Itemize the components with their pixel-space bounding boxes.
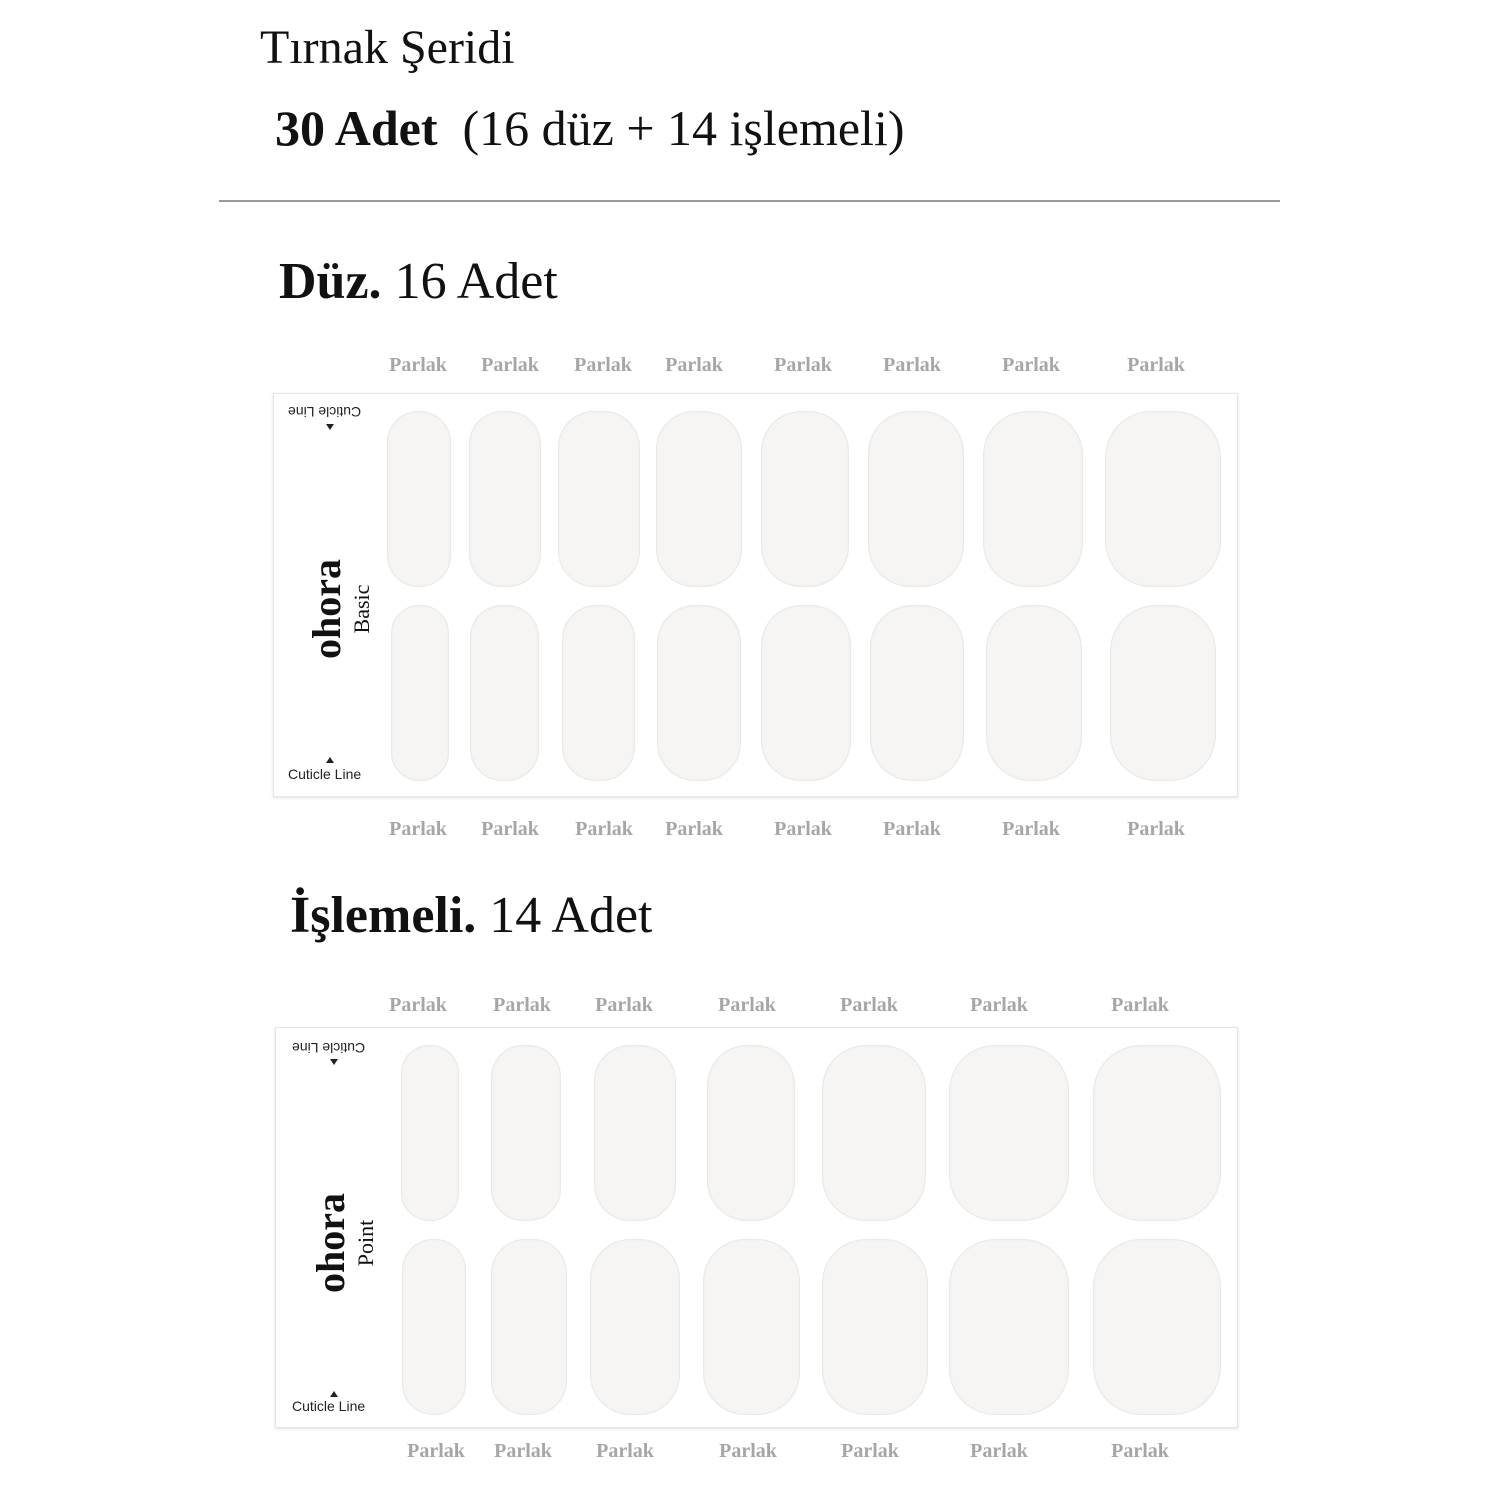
finish-label: Parlak	[481, 354, 539, 376]
finish-label: Parlak	[407, 1440, 465, 1462]
brand-name: ohora	[304, 559, 349, 659]
finish-label: Parlak	[1002, 818, 1060, 840]
nail-strip	[656, 411, 742, 587]
basic-nail-sheet	[273, 393, 1238, 797]
finish-label: Parlak	[494, 1440, 552, 1462]
cuticle-arrow-up-icon	[326, 757, 334, 763]
nail-strip	[387, 411, 451, 587]
brand-logo	[305, 539, 375, 679]
nail-strip	[391, 605, 449, 781]
total-count	[275, 98, 905, 158]
finish-label: Parlak	[1127, 818, 1185, 840]
nail-strip	[761, 411, 849, 587]
finish-label: Parlak	[595, 994, 653, 1016]
basic-heading-count: 16 Adet	[381, 253, 558, 310]
nail-strip	[949, 1045, 1069, 1221]
finish-label: Parlak	[774, 354, 832, 376]
cuticle-line-label-top: Cuticle Line	[292, 1040, 366, 1056]
finish-label: Parlak	[970, 1440, 1028, 1462]
finish-label: Parlak	[719, 1440, 777, 1462]
nail-strip	[983, 411, 1083, 587]
cuticle-line-label-bottom: Cuticle Line	[292, 1398, 366, 1414]
nail-strip	[562, 605, 635, 781]
cuticle-line-label-top: Cuticle Line	[288, 404, 362, 420]
nail-strip	[707, 1045, 795, 1221]
finish-label: Parlak	[1127, 354, 1185, 376]
finish-label: Parlak	[596, 1440, 654, 1462]
nail-strip	[469, 411, 541, 587]
nail-strip	[590, 1239, 680, 1415]
basic-section-heading	[279, 252, 558, 312]
nail-strip	[1093, 1239, 1221, 1415]
nail-strip	[949, 1239, 1069, 1415]
finish-label: Parlak	[774, 818, 832, 840]
nail-strip	[822, 1045, 926, 1221]
product-line: Basic	[349, 584, 374, 634]
point-heading-count: 14 Adet	[476, 887, 653, 944]
point-nail-sheet	[275, 1027, 1238, 1428]
finish-label: Parlak	[1111, 994, 1169, 1016]
nail-strip	[657, 605, 741, 781]
nail-strip	[1110, 605, 1216, 781]
nail-strip	[402, 1239, 466, 1415]
brand-logo	[309, 1173, 379, 1313]
cuticle-line-label-bottom: Cuticle Line	[288, 766, 362, 782]
finish-label: Parlak	[665, 354, 723, 376]
nail-strip	[761, 605, 851, 781]
cuticle-arrow-up-icon	[330, 1391, 338, 1397]
nail-strip	[491, 1239, 567, 1415]
nail-strip	[470, 605, 539, 781]
nail-strip	[1105, 411, 1221, 587]
finish-label: Parlak	[665, 818, 723, 840]
nail-strip	[1093, 1045, 1221, 1221]
nail-strip	[986, 605, 1082, 781]
nail-strip	[491, 1045, 561, 1221]
total-count-detail: (16 düz + 14 işlemeli)	[437, 100, 905, 156]
finish-label: Parlak	[718, 994, 776, 1016]
cuticle-arrow-down-icon	[326, 424, 334, 430]
finish-label: Parlak	[481, 818, 539, 840]
finish-label: Parlak	[840, 994, 898, 1016]
finish-label: Parlak	[493, 994, 551, 1016]
cuticle-arrow-down-icon	[330, 1059, 338, 1065]
point-heading-bold: İşlemeli.	[290, 887, 477, 944]
nail-strip	[401, 1045, 459, 1221]
nail-strip	[870, 605, 964, 781]
finish-label: Parlak	[970, 994, 1028, 1016]
product-line: Point	[353, 1219, 378, 1267]
point-section-heading	[290, 886, 653, 946]
finish-label: Parlak	[389, 818, 447, 840]
finish-label: Parlak	[574, 354, 632, 376]
divider	[219, 200, 1280, 202]
finish-label: Parlak	[841, 1440, 899, 1462]
nail-strip	[594, 1045, 676, 1221]
nail-strip	[822, 1239, 928, 1415]
nail-strip	[868, 411, 964, 587]
finish-label: Parlak	[575, 818, 633, 840]
brand-name: ohora	[308, 1193, 353, 1293]
page-title: Tırnak Şeridi	[260, 21, 515, 74]
finish-label: Parlak	[389, 994, 447, 1016]
finish-label: Parlak	[1111, 1440, 1169, 1462]
finish-label: Parlak	[883, 818, 941, 840]
basic-heading-bold: Düz.	[279, 253, 382, 310]
total-count-bold: 30 Adet	[275, 100, 438, 156]
nail-strip	[558, 411, 640, 587]
finish-label: Parlak	[389, 354, 447, 376]
finish-label: Parlak	[1002, 354, 1060, 376]
finish-label: Parlak	[883, 354, 941, 376]
nail-strip	[703, 1239, 800, 1415]
